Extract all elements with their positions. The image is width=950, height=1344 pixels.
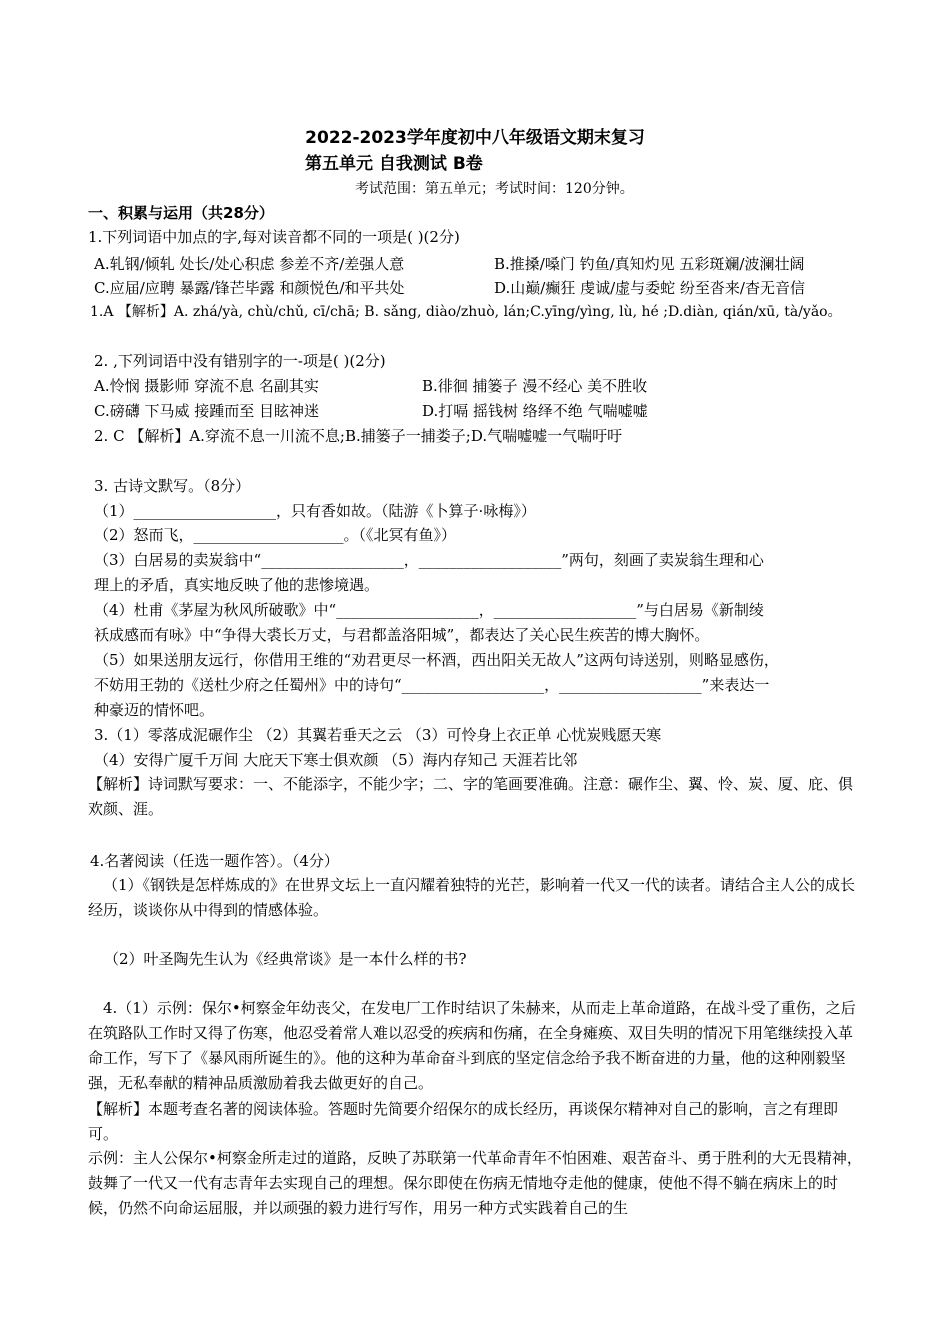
q1-option-a: A.轧钢/倾轧 处长/处心积虑 参差不齐/差强人意 <box>94 255 405 273</box>
exam-meta: 考试范围：第五单元；考试时间：120分钟。 <box>355 181 634 197</box>
q3-stem: 3. 古诗文默写。（8分） <box>94 477 251 495</box>
q4-prompt-1: （1）《钢铁是怎样炼成的》在世界文坛上一直闪耀着独特的光芒，影响着一代又一代的读者。请结合主人公的成长经历，谈谈你从中得到的情感体验。 <box>88 876 856 919</box>
q3-item-4b: 袄成感而有咏》中“争得大裘长万丈，与君都盖洛阳城”，都表达了关心民生疾苦的博大胸怀。 <box>94 626 710 644</box>
q4-stem: 4.名著阅读（任选一题作答）。（4分） <box>90 852 339 870</box>
q3-item-4a: （4）杜甫《茅屋为秋风所破歌》中“___________________，___________________”与白居易《新制绫 <box>94 601 764 619</box>
q4-answer: 4.（1）示例：保尔•柯察金年幼丧父，在发电厂工作时结识了朱赫来，从而走上革命道路，在战斗受了重伤，之后在筑路队工作时又得了伤寒，他忍受着常人难以忍受的疾病和伤痛，在全身瘫痪、双目失明的情况下用笔继续投入革命工作，写下了《暴风雨所诞生的》。他的这种为革命奋斗到底的坚定信念给予我不断奋进的力量，他的这种刚毅坚强，无私奉献的精神品质激励着我去做更好的自己。 <box>88 999 856 1092</box>
q3-item-3b: 理上的矛盾，真实地反映了他的悲惨境遇。 <box>94 576 380 594</box>
q2-option-d: D.打嗝 摇钱树 络绎不绝 气喘嘘嘘 <box>422 402 648 420</box>
q3-analysis: 【解析】诗词默写要求：一、不能添字，不能少字；二、字的笔画要准确。注意：碾作尘、翼、怜、炭、厦、庇、俱欢颜、涯。 <box>88 775 854 818</box>
page-title: 2022-2023学年度初中八年级语文期末复习 <box>305 128 645 148</box>
q4-example: 示例：主人公保尔•柯察金所走过的道路，反映了苏联第一代革命青年不怕困难、艰苦奋斗、勇于胜利的大无畏精神，鼓舞了一代又一代有志青年去实现自己的理想。保尔即使在伤病无情地夺走他的健康，使他不得不躺在病床上的时候，仍然不向命运屈服，并以顽强的毅力进行写作，用另一种方式实践着自己的生 <box>88 1149 862 1217</box>
q3-answer-2: （4）安得广厦千万间 大庇天下寒士俱欢颜 （5）海内存知己 天涯若比邻 <box>94 751 578 769</box>
section-heading: 一、积累与运用（共28分） <box>88 204 274 222</box>
q1-stem: 1.下列词语中加点的字,每对读音都不同的一项是( )(2分) <box>88 228 460 246</box>
q3-item-2: （2）怒而飞，____________________。（《北冥有鱼》） <box>94 526 457 544</box>
q2-stem: 2. ,下列词语中没有错别字的一-项是( )(2分) <box>94 352 386 370</box>
q2-answer: 2. C 【解析】A.穿流不息一川流不息;B.捕篓子一捕娄子;D.气喘嘘嘘一气喘吁吁 <box>94 427 623 445</box>
q2-option-b: B.徘徊 捕篓子 漫不经心 美不胜收 <box>422 377 648 395</box>
q1-answer: 1.A 【解析】A. zhá/yà, chù/chǔ, cī/chā; B. sǎng, diào/zhuò, lán;C.yīng/yìng, lù, hé ;D.diàn, qián/xū, tà/yǎo。 <box>90 304 842 320</box>
q3-item-5b: 不妨用王勃的《送杜少府之任蜀州》中的诗句“___________________，___________________”来表达一 <box>94 676 770 694</box>
page-subtitle: 第五单元 自我测试 B卷 <box>305 154 483 174</box>
q1-option-c: C.应届/应聘 暴露/锋芒毕露 和颜悦色/和平共处 <box>94 279 405 297</box>
q4-prompt-2: （2）叶圣陶先生认为《经典常谈》是一本什么样的书? <box>104 950 467 968</box>
q3-item-1: （1）___________________，只有香如故。（陆游《卜算子·咏梅》） <box>94 502 536 520</box>
q3-item-5c: 种豪迈的情怀吧。 <box>94 701 215 719</box>
q3-item-3a: （3）白居易的卖炭翁中“___________________，___________________”两句，刻画了卖炭翁生理和心 <box>94 551 764 569</box>
q2-option-a: A.怜悯 摄影师 穿流不息 名副其实 <box>94 377 319 395</box>
q3-item-5a: （5）如果送朋友远行，你借用王维的“劝君更尽一杯酒，西出阳关无故人”这两句诗送别，则略显感伤， <box>94 651 779 669</box>
q1-option-d: D.山巅/癫狂 虔诚/虚与委蛇 纷至沓来/杳无音信 <box>494 279 805 297</box>
q2-option-c: C.磅礴 下马威 接踵而至 目眩神迷 <box>94 402 320 420</box>
q1-option-b: B.推搡/嗓门 钓鱼/真知灼见 五彩斑斓/波澜壮阔 <box>494 255 805 273</box>
q3-answer-1: 3.（1）零落成泥碾作尘 （2）其翼若垂天之云 （3）可怜身上衣正单 心忧炭贱愿天寒 <box>94 726 662 744</box>
q4-analysis: 【解析】本题考查名著的阅读体验。答题时先简要介绍保尔的成长经历，再谈保尔精神对自己的影响，言之有理即可。 <box>88 1100 839 1143</box>
